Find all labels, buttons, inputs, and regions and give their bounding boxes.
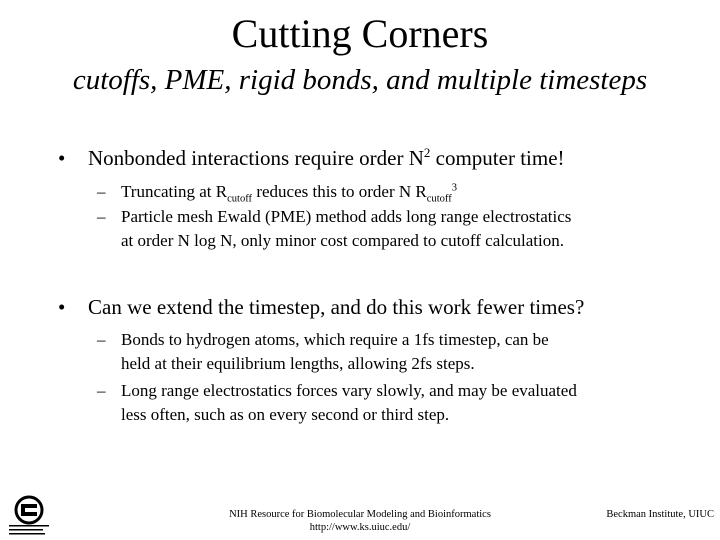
footer-resource [220,508,500,534]
exponent-3: 3 [451,182,457,194]
dash-mark: – [97,207,106,226]
sub-text: Truncating at R [121,182,228,201]
footer-institute: Beckman Institute, UIUC [606,509,714,520]
bullet-mark: • [58,146,66,170]
bullet-mark: • [58,295,66,319]
dash-mark: – [97,330,106,349]
bullet-text: Can we extend the timestep, and do this work fewer times? [88,295,585,319]
sub-line-2: at order N log N, only minor cost compared to cutoff calculation. [121,231,564,250]
bullet-timestep [58,294,584,320]
sub-line-2: held at their equilibrium lengths, allowing 2fs steps. [121,354,475,373]
sub-line-1: Long range electrostatics forces vary slowly, and may be evaluated [121,381,577,400]
sub-line-2: less often, such as on every second or third step. [121,405,450,424]
bullet-text-end: computer time! [430,146,565,170]
subscript-cutoff: cutoff [227,193,253,205]
sub-line-1: Bonds to hydrogen atoms, which require a 1fs timestep, can be [121,330,549,349]
bullet-nonbonded [58,145,565,171]
slide-subtitle: cutoffs, PME, rigid bonds, and multiple timesteps [72,64,648,96]
bullet-text: Nonbonded interactions require order N [88,146,424,170]
sub-text-2: reduces this to order N R [252,182,427,201]
sub-item-truncating [97,180,687,204]
dash-mark: – [97,381,106,400]
sub-line-1: Particle mesh Ewald (PME) method adds long range electrostatics [121,207,572,226]
dash-mark: – [97,182,106,201]
footer-resource-name: NIH Resource for Biomolecular Modeling and Bioinformatics [229,509,491,520]
exponent: 2 [423,145,431,160]
institute-logo-icon [8,494,58,536]
sub-item-electrostatics [97,379,687,427]
footer-url[interactable]: http://www.ks.uiuc.edu/ [309,522,411,533]
sub-item-pme [97,205,687,253]
subscript-cutoff-2: cutoff [426,193,452,205]
slide-title: Cutting Corners [231,11,489,56]
sub-item-bonds [97,328,687,376]
